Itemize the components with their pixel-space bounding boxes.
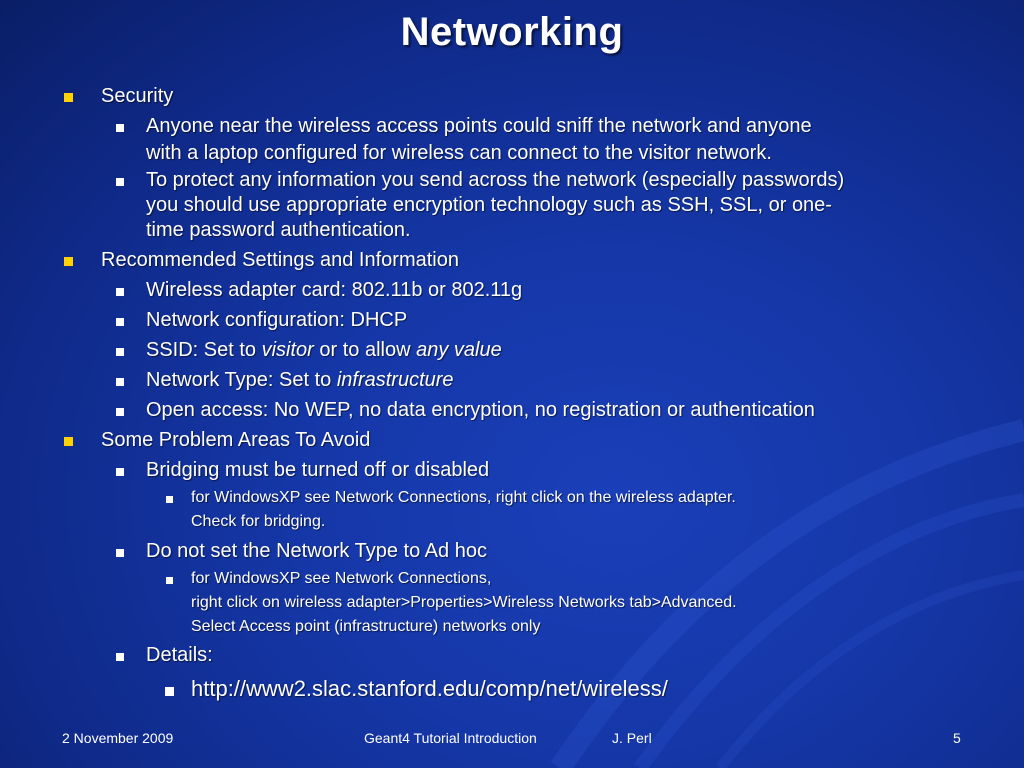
- level2-bullet: [116, 288, 124, 296]
- security-item2-line3: time password authentication.: [146, 219, 411, 241]
- ssid-prefix: SSID: Set to: [146, 339, 262, 361]
- security-item1-line1: Anyone near the wireless access points could sniff the network and anyone: [146, 115, 812, 137]
- level2-bullet: [116, 468, 124, 476]
- footer-page-number: 5: [953, 730, 961, 746]
- nettype-prefix: Network Type: Set to: [146, 369, 337, 391]
- security-item1-line2: with a laptop configured for wireless can connect to the visitor network.: [146, 142, 772, 164]
- ssid-middle: or to allow: [313, 339, 417, 361]
- footer-author: J. Perl: [612, 730, 652, 746]
- ssid-visitor: visitor: [261, 339, 314, 361]
- settings-nettype: [146, 369, 454, 392]
- problems-bridging: Bridging must be turned off or disabled: [146, 459, 490, 481]
- ssid-any-value: any value: [416, 339, 502, 361]
- problems-adhoc: Do not set the Network Type to Ad hoc: [146, 540, 487, 562]
- level2-bullet: [116, 124, 124, 132]
- problems-details: Details:: [146, 644, 213, 666]
- footer-date: 2 November 2009: [62, 730, 174, 746]
- level2-bullet: [116, 549, 124, 557]
- bridging-sub-line1: for WindowsXP see Network Connections, right click on the wireless adapter.: [191, 489, 736, 506]
- security-item2-line2: you should use appropriate encryption technology such as SSH, SSL, or one-: [146, 194, 832, 216]
- footer-title: Geant4 Tutorial Introduction: [364, 730, 537, 746]
- settings-netconfig: Network configuration: DHCP: [146, 309, 408, 331]
- level1-bullet: [64, 93, 73, 102]
- problems-heading: Some Problem Areas To Avoid: [101, 429, 371, 451]
- nettype-infrastructure: infrastructure: [336, 369, 454, 391]
- adhoc-sub-line3: Select Access point (infrastructure) networks only: [191, 618, 541, 635]
- level2-bullet: [116, 178, 124, 186]
- level2-bullet: [116, 408, 124, 416]
- settings-adapter: Wireless adapter card: 802.11b or 802.11g: [146, 279, 523, 301]
- level2-bullet: [116, 653, 124, 661]
- bridging-sub-line2: Check for bridging.: [191, 513, 326, 530]
- adhoc-sub-line1: for WindowsXP see Network Connections,: [191, 570, 492, 587]
- settings-open-access: Open access: No WEP, no data encryption, no registration or authentication: [146, 399, 815, 421]
- level1-bullet: [64, 257, 73, 266]
- details-url-link[interactable]: http://www2.slac.stanford.edu/comp/net/wireless/: [191, 676, 668, 701]
- level1-bullet: [64, 437, 73, 446]
- security-item2-line1: To protect any information you send across the network (especially passwords): [146, 169, 845, 191]
- settings-heading: Recommended Settings and Information: [101, 249, 459, 271]
- settings-ssid: [146, 339, 502, 362]
- level2-bullet: [116, 318, 124, 326]
- adhoc-sub-line2: right click on wireless adapter>Properties>Wireless Networks tab>Advanced.: [191, 594, 737, 611]
- level2-bullet: [116, 378, 124, 386]
- slide-title: Networking: [400, 10, 624, 54]
- level2-bullet: [116, 348, 124, 356]
- level3-bullet: [165, 687, 174, 696]
- level3-bullet: [166, 577, 173, 584]
- level3-bullet: [166, 496, 173, 503]
- security-heading: Security: [101, 85, 174, 107]
